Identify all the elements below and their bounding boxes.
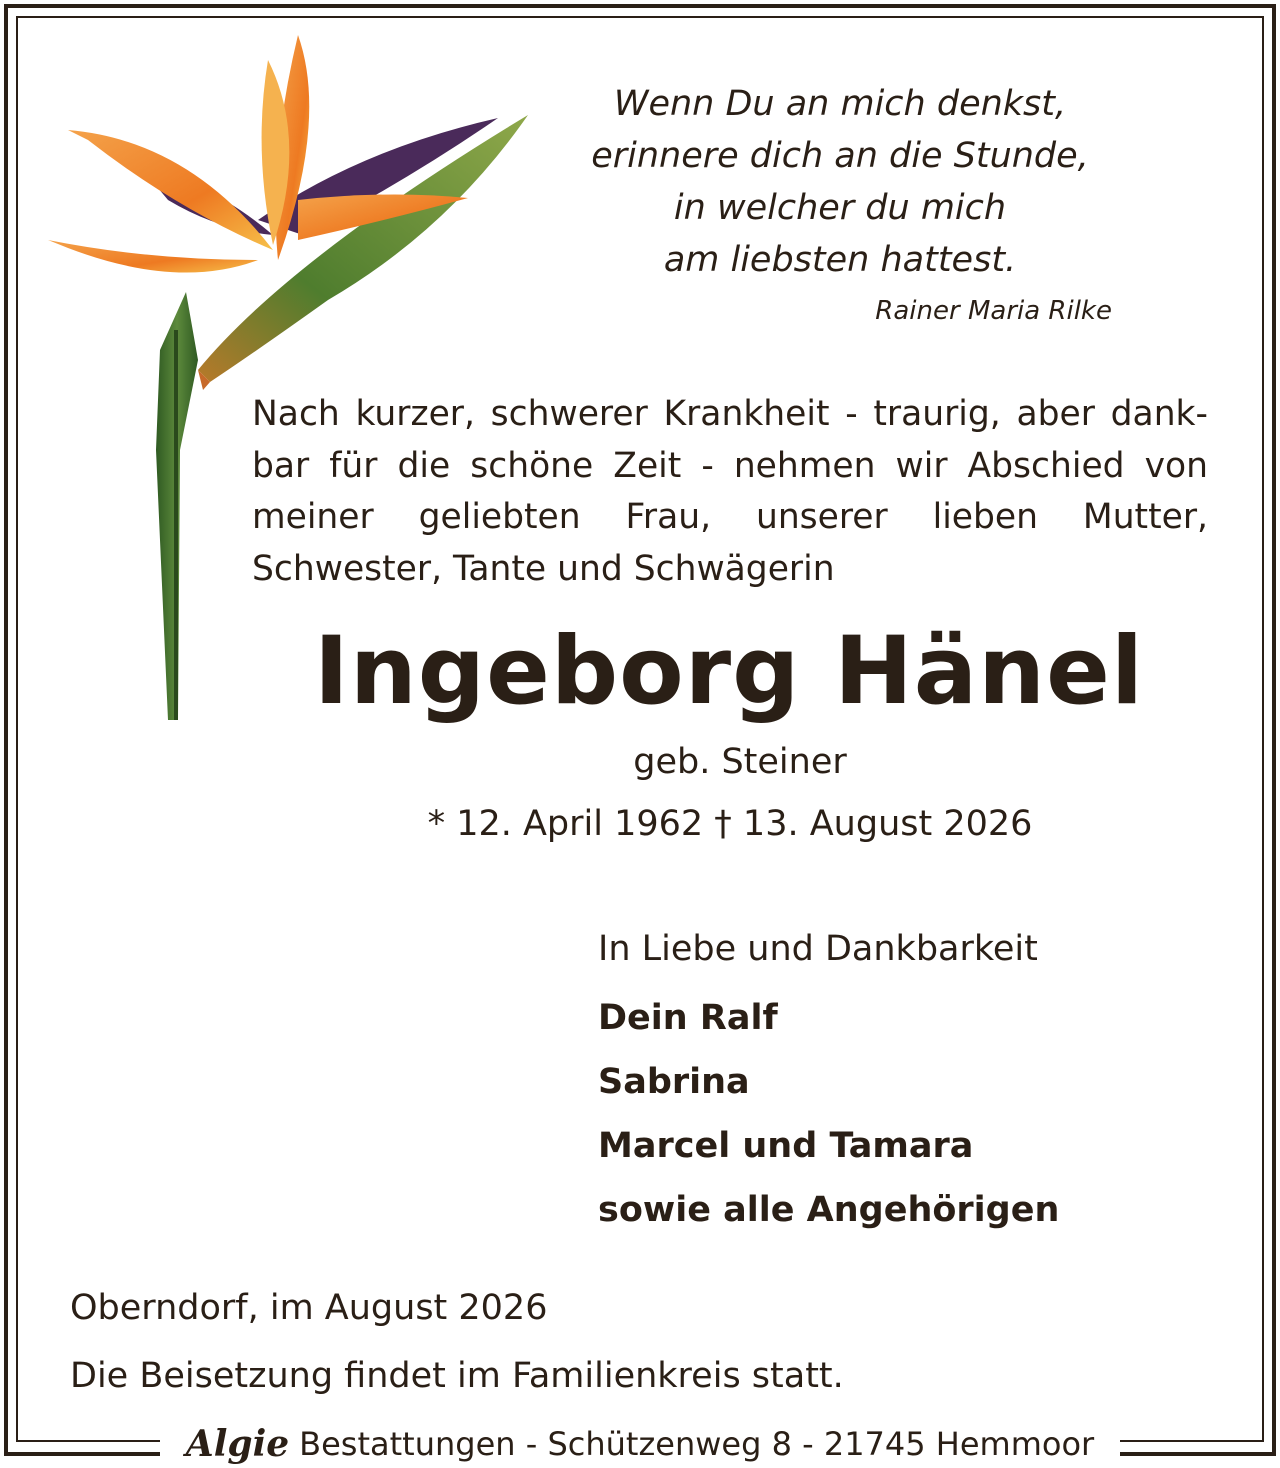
place-date: Oberndorf, im August 2026 [70,1288,548,1328]
intro-text [252,389,1208,595]
mourner-name: sowie alle Angehörigen [598,1190,1060,1230]
maiden-name: geb. Steiner [633,742,847,782]
poem-line: in welcher du mich [673,188,1007,228]
intro-line: bar für die schöne Zeit - nehmen wir Abschied von [252,445,1208,486]
mourner-name: Dein Ralf [598,998,778,1038]
deceased-name: Ingeborg Hänel [313,617,1145,726]
poem-line: Wenn Du an mich denkst, [613,84,1067,124]
life-dates: * 12. April 1962 † 13. August 2026 [427,804,1033,844]
poem [540,78,1140,286]
mourners-lead: In Liebe und Dankbarkeit [598,929,1038,969]
poem-author: Rainer Maria Rilke [875,296,1112,326]
poem-line: erinnere dich an die Stunde, [591,136,1089,176]
burial-note: Die Beisetzung findet im Familienkreis statt. [70,1356,844,1396]
intro-line: Nach kurzer, schwerer Krankheit - traurig, aber dank- [252,394,1208,434]
funeral-home-line [160,1420,1120,1468]
mourners [598,922,1218,1242]
funeral-home-logo: Algie [185,1423,290,1465]
mourner-name: Marcel und Tamara [598,1126,974,1166]
intro-line: Schwester, Tante und Schwägerin [252,548,835,589]
funeral-home-address: Bestattungen - Schützenweg 8 - 21745 Hemmoor [299,1425,1095,1463]
intro-line: meiner geliebten Frau, unserer lieben Mutter, [252,497,1208,537]
poem-line: am liebsten hattest. [663,240,1017,280]
mourner-name: Sabrina [598,1062,750,1102]
